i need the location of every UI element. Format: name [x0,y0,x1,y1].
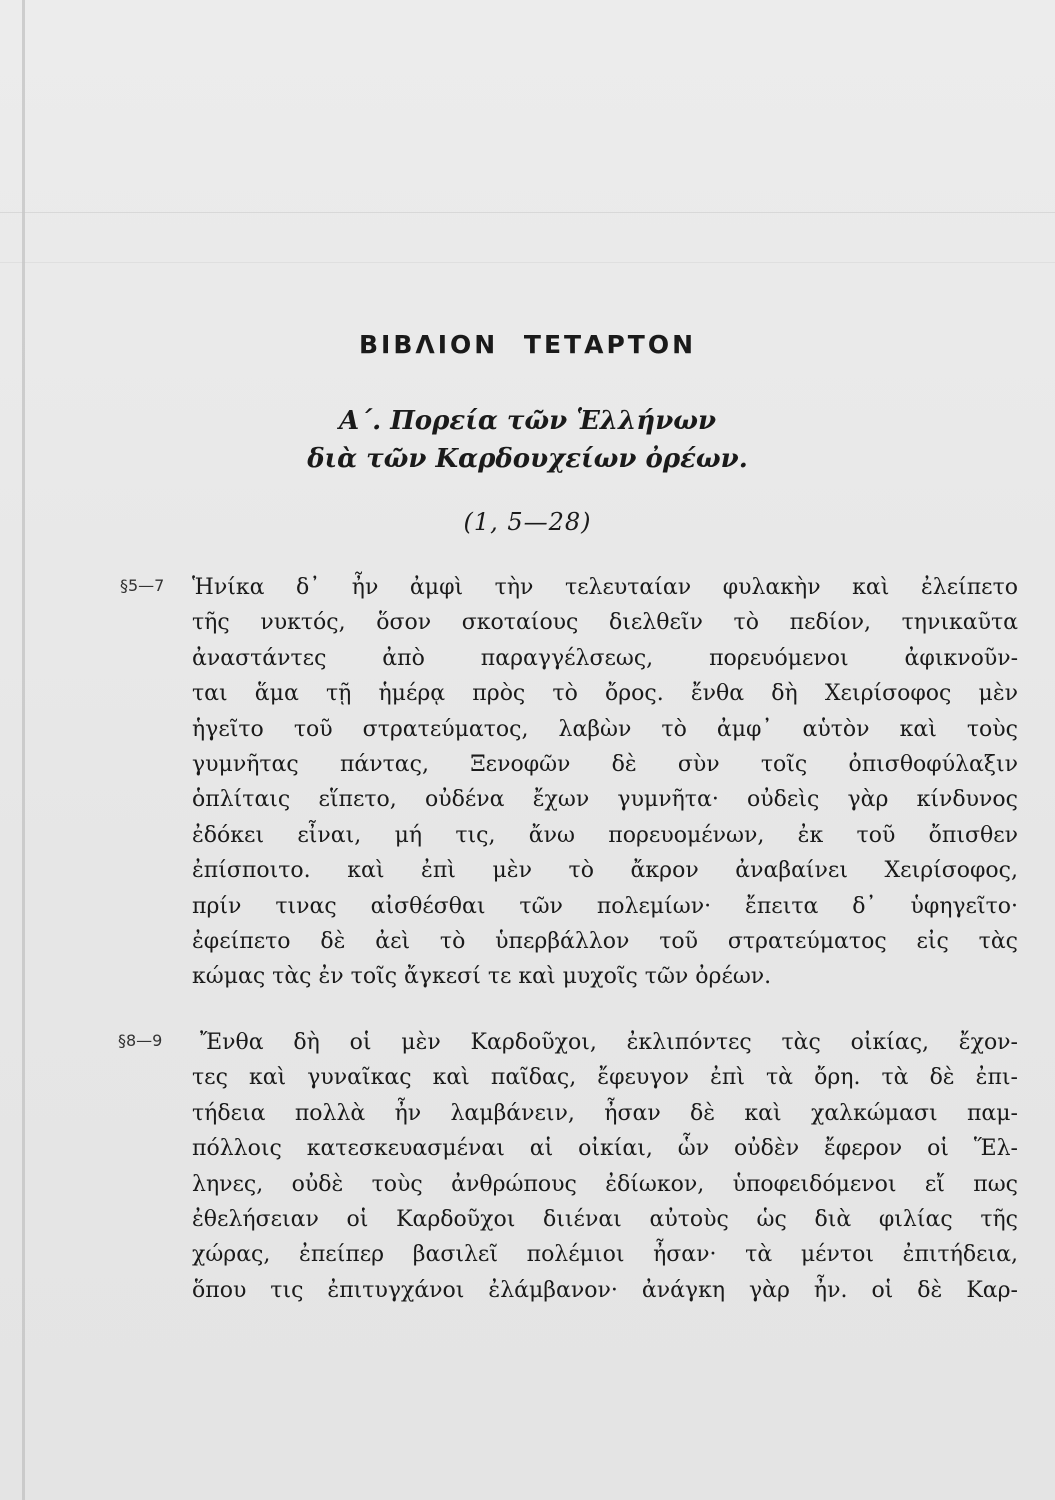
text-line: ληνες, οὐδὲ τοὺς ἀνθρώπους ἐδίωκον, ὑποφειδόμενοι εἴ πως [192,1171,1018,1197]
text-line: ται ἅμα τῇ ἡμέρᾳ πρὸς τὸ ὄρος. ἔνθα δὴ Χειρίσοφος μὲν [192,681,1018,707]
margin-reference: §8—9 [118,1031,163,1050]
paragraph [192,570,1018,995]
text-line: τες καὶ γυναῖκας καὶ παῖδας, ἔφευγον ἐπὶ τὰ ὄρη. τὰ δὲ ἐπι- [192,1065,1018,1091]
text-line: τήδεια πολλὰ ἦν λαμβάνειν, ἦσαν δὲ καὶ χαλκώμασι παμ- [192,1100,1018,1126]
chapter-title [0,402,1055,478]
text-line: κώμας τὰς ἐν τοῖς ἄγκεσί τε καὶ μυχοῖς τῶν ὀρέων. [192,964,772,990]
text-line: ἐδόκει εἶναι, μή τις, ἄνω πορευομένων, ἐκ τοῦ ὄπισθεν [192,822,1018,848]
text-line: Ἔνθα δὴ οἱ μὲν Καρδοῦχοι, ἐκλιπόντες τὰς οἰκίας, ἔχον- [200,1030,1018,1055]
text-line: χώρας, ἐπείπερ βασιλεῖ πολέμιοι ἦσαν· τὰ μέντοι ἐπιτήδεια, [192,1242,1018,1268]
text-line: ἐπίσποιτο. καὶ ἐπὶ μὲν τὸ ἄκρον ἀναβαίνει Χειρίσοφος, [192,858,1018,884]
margin-reference: §5—7 [120,576,165,595]
bleed-through-line [0,212,1055,213]
text-line: τῆς νυκτός, ὅσον σκοταίους διελθεῖν τὸ πεδίον, τηνικαῦτα [192,610,1018,636]
text-line: Ἡνίκα δ᾽ ἦν ἀμφὶ τὴν τελευταίαν φυλακὴν καὶ ἐλείπετο [192,575,1018,600]
text-line: πρίν τινας αἰσθέσθαι τῶν πολεμίων· ἔπειτα δ᾽ ὑφηγεῖτο· [192,893,1018,919]
text-line: ἐθελήσειαν οἱ Καρδοῦχοι διιέναι αὐτοὺς ὡς διὰ φιλίας τῆς [192,1206,1018,1232]
text-line: ὅπου τις ἐπιτυγχάνοι ἐλάμβανον· ἀνάγκη γὰρ ἦν. οἱ δὲ Καρ- [192,1277,1018,1303]
text-line: ὁπλίταις εἵπετο, οὐδένα ἔχων γυμνῆτα· οὐδεὶς γὰρ κίνδυνος [192,787,1018,813]
page-edge-shadow [22,0,25,1500]
book-title: ΒΙΒΛΙΟΝ ΤΕΤΑΡΤΟΝ [358,330,697,359]
chapter-title-line-1: Α΄. Πορεία τῶν Ἑλλήνων [338,406,717,436]
text-line: ἡγεῖτο τοῦ στρατεύματος, λαβὼν τὸ ἀμφ᾽ αὑτὸν καὶ τοὺς [192,716,1018,742]
text-line: πόλλοις κατεσκευασμέναι αἱ οἰκίαι, ὧν οὐδὲν ἔφερον οἱ Ἕλ- [192,1136,1018,1162]
paragraph [192,1025,1018,1308]
text-line: ἀναστάντες ἀπὸ παραγγέλσεως, πορευόμενοι ἀφικνοῦν- [192,645,1018,671]
chapter-title-line-2: διὰ τῶν Καρδουχείων ὀρέων. [307,444,748,474]
text-line: ἐφείπετο δὲ ἀεὶ τὸ ὑπερβάλλον τοῦ στρατεύματος εἰς τὰς [192,928,1018,954]
section-range: (1, 5—28) [463,508,592,536]
bleed-through-line [0,262,1055,263]
text-line: γυμνῆτας πάντας, Ξενοφῶν δὲ σὺν τοῖς ὀπισθοφύλαξιν [192,751,1018,777]
